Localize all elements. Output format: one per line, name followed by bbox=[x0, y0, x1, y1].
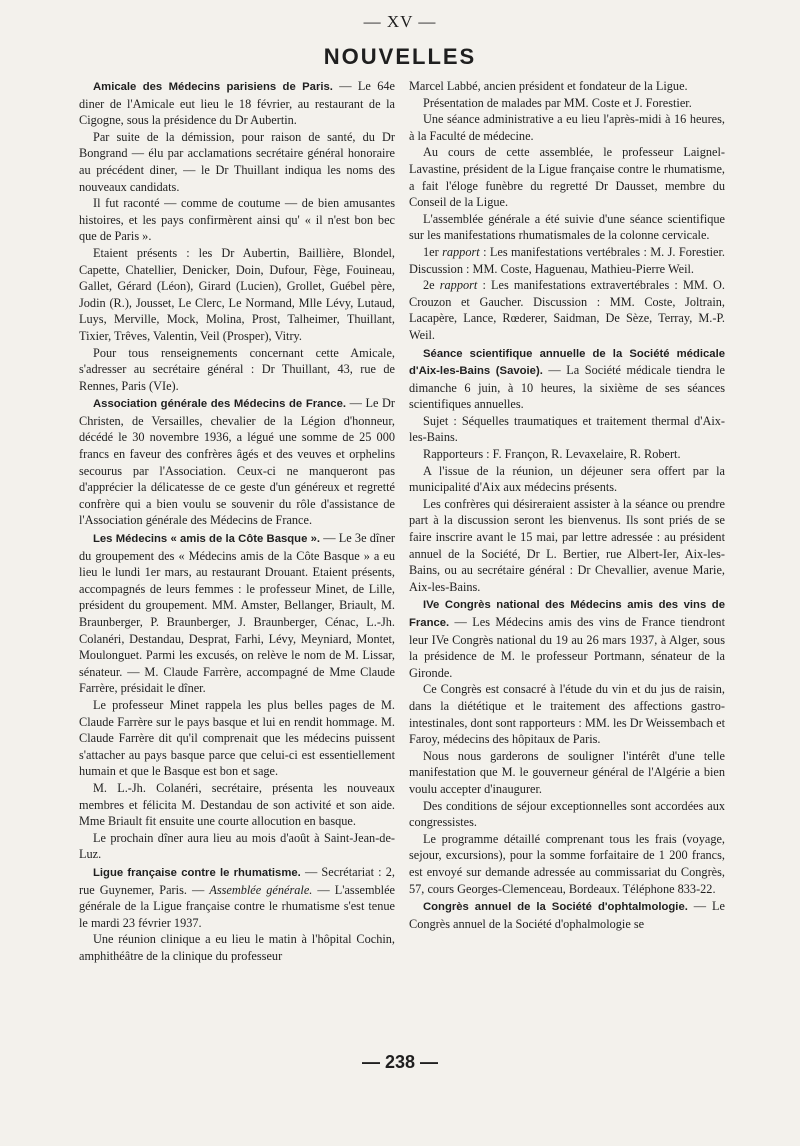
item-heading: IVe Congrès national des Médecins amis des vins de France. bbox=[409, 599, 725, 629]
paragraph: Une séance administrative a eu lieu l'après-midi à 16 heures, à la Faculté de médecine. bbox=[409, 112, 725, 143]
paragraph: Ce Congrès est consacré à l'étude du vin et du jus de raisin, dans la diététique et le traitement des affections gastro-intestinales, dont sont rapporteurs : MM. les Dr Weissembach et Faroy, médecins des hôpitaux de Paris. bbox=[409, 682, 725, 747]
paragraph: Sujet : Séquelles traumatiques et traitement thermal d'Aix-les-Bains. bbox=[409, 413, 725, 445]
left-column bbox=[79, 78, 395, 964]
paragraph: Les Médecins « amis de la Côte Basque ». — Le 3e dîner du groupement des « Médecins amis de la Côte Basque » a eu lieu le lundi 1er mars, au restaurant Drouant. Etaient présents, accompagnés de leurs femmes : le professeur Minet, de Lille, président du groupement. MM. Amster, Bellanger, Briault, M. Braunberger, P. Braunberger, J. Braunberger, Cénac, L.-Jh. Colanéri, Destandau, Desprat, Farhi, Lévy, Meyniard, Montet, Moulonguet. Parmi les excusés, on relève le nom de M. Lissar, sénateur. — M. Claude Farrère, accompagné de Mme Claude Farrère, présidait le dîner. bbox=[79, 531, 395, 696]
item-heading: Congrès annuel de la Société d'ophtalmologie. bbox=[423, 901, 688, 914]
paragraph: Congrès annuel de la Société d'ophtalmologie. — Le Congrès annuel de la Société d'ophalmologie se bbox=[409, 899, 725, 931]
page-number: — 238 — bbox=[361, 1052, 439, 1072]
paragraph: Rapporteurs : F. Françon, R. Levaxelaire, R. Robert. bbox=[423, 447, 681, 462]
item-heading: Les Médecins « amis de la Côte Basque ». bbox=[93, 533, 321, 546]
paragraph: Il fut raconté — comme de coutume — de bien amusantes histoires, et les pays confirmèrent ainsi qu' « il n'est bon bec que de Paris ». bbox=[79, 196, 395, 244]
item-heading: Association générale des Médecins de France. bbox=[93, 398, 347, 411]
item-heading: Amicale des Médecins parisiens de Paris. bbox=[93, 81, 333, 93]
paragraph: Marcel Labbé, ancien président et fondateur de la Ligue. bbox=[409, 79, 688, 93]
paragraph: Amicale des Médecins parisiens de Paris. — Le 64e diner de l'Amicale eut lieu le 18 février, au restaurant de la Cigogne, sous la présidence du Dr Aubertin. bbox=[79, 79, 395, 128]
paragraph: Le professeur Minet rappela les plus belles pages de M. Claude Farrère sur le pays basque et lui en rendit hommage. M. Claude Farrère dit qu'il comprenait que les médecins puissent s'attacher au pays basque parce que celui-ci est essentiellement humain et que le Basque est bon et sage. bbox=[79, 697, 395, 779]
paragraph: 1er rapport : Les manifestations vertébrales : M. J. Forestier. Discussion : MM. Coste, Haguenau, Mathieu-Pierre Weil. bbox=[409, 244, 725, 276]
paragraph: Des conditions de séjour exceptionnelles sont accordées aux congressistes. bbox=[409, 798, 725, 830]
paragraph: IVe Congrès national des Médecins amis des vins de France. — Les Médecins amis des vins de France tiendront leur IVe Congrès national du 19 au 26 mars 1937, à Alger, sous la présidence de M. le professeur Portmann, sénateur de la Gironde. bbox=[409, 599, 725, 680]
paragraph: A l'issue de la réunion, un déjeuner sera offert par la municipalité d'Aix aux médecins présents. bbox=[409, 463, 725, 495]
paragraph: Le prochain dîner aura lieu au mois d'août à Saint-Jean-de-Luz. bbox=[79, 830, 395, 862]
section-title: NOUVELLES bbox=[323, 44, 477, 69]
paragraph: Une réunion clinique a eu lieu le matin à l'hôpital Cochin, amphithéâtre de la clinique du professeur bbox=[79, 932, 395, 963]
paragraph: L'assemblée générale a été suivie d'une séance scientifique sur les manifestations rhumatismales de la colonne cervicale. bbox=[409, 211, 725, 243]
item-heading: Séance scientifique annuelle de la Société médicale d'Aix-les-Bains (Savoie). bbox=[409, 347, 725, 378]
paragraph: Les confrères qui désireraient assister à la séance ou prendre part à la discussion seront les bienvenus. Ils sont priés de se faire inscrire avant le 15 mai, par lettre adressée : au président annuel de la Société, Dr L. Bertier, rue Albert-Ier, Aix-les-Bains, ou au secrétaire général : Dr Chevallier, avenue Marie, Aix-les-Bains. bbox=[409, 496, 725, 594]
paragraph: Séance scientifique annuelle de la Société médicale d'Aix-les-Bains (Savoie). — La Société médicale tiendra le dimanche 6 juin, à 10 heures, la sixième de ses séances scientifiques annuelles. bbox=[409, 347, 725, 412]
paragraph: M. L.-Jh. Colanéri, secrétaire, présenta les nouveaux membres et félicita M. Destandau de son activité et son aide. Mme Briault fit ensuite une courte allocution en basque. bbox=[79, 780, 395, 829]
paragraph: Nous nous garderons de souligner l'intérêt d'une telle manifestation que M. le gouverneur général de l'Algérie a bien voulu accepter d'inaugurer. bbox=[409, 748, 725, 796]
paragraph: Présentation de malades par MM. Coste et J. Forestier. bbox=[423, 95, 692, 110]
roman-page-number: — XV — bbox=[363, 12, 437, 31]
paragraph: 2e rapport : Les manifestations extravertébrales : MM. O. Crouzon et Gaucher. Discussion : MM. Coste, Joltrain, Lacapère, Lance, Rœderer, Saidman, De Sèze, Terray, M.-P. Weil. bbox=[409, 278, 726, 342]
paragraph: Pour tous renseignements concernant cette Amicale, s'adresser au secrétaire général : Dr Thuillant, 43, rue de Rennes, Paris (VIe). bbox=[79, 345, 395, 393]
item-heading: Ligue française contre le rhumatisme. bbox=[93, 866, 301, 879]
paragraph: Ligue française contre le rhumatisme. — Secrétariat : 2, rue Guynemer, Paris. — Assemblée générale. — L'assemblée générale de la Ligue française contre le rhumatisme s'est tenue le mardi 23 février 1937. bbox=[79, 864, 395, 930]
right-column bbox=[409, 78, 725, 932]
paragraph: Le programme détaillé comprenant tous les frais (voyage, sejour, excursions), pour la somme forfaitaire de 1 200 francs, est envoyé sur demande adressée au commissariat du Congrès, 57, cours Georges-Clemenceau, Bordeaux. Téléphone 833-22. bbox=[409, 831, 725, 896]
paragraph: Association générale des Médecins de France. — Le Dr Christen, de Versailles, chevalier de la Légion d'honneur, décédé le 30 novembre 1936, a légué une somme de 25 000 francs en faveur des confrères âgés et des veuves et orphelins secourus par l'Association. Ceux-ci ne manqueront pas d'apprécier la délicatesse de ce geste d'un généreux et regretté confrère qui a bien voulu se souvenir du rôle d'assistance de l'Association générale des Médecins de France. bbox=[79, 396, 396, 528]
paragraph: Par suite de la démission, pour raison de santé, du Dr Bongrand — élu par acclamations secrétaire général honoraire au précédent diner, — le Dr Thuillant indiqua les noms des nouveaux candidats. bbox=[79, 129, 395, 194]
paragraph: Etaient présents : les Dr Aubertin, Baillière, Blondel, Capette, Chatellier, Denicker, Doin, Dufour, Fège, Fouineau, Gallet, Gérard (Léon), Girard (Lucien), Grollet, Guébel père, Jodin (R.), Jousset, Le Clerc, Le Normand, Mlle Lévy, Lutaud, Luys, Merville, Mock, Molina, Prost, Talheimer, Thuillant, Tixier, Trêves, Valentin, Veil (Prosper), Vitry. bbox=[79, 245, 395, 343]
paragraph: Au cours de cette assemblée, le professeur Laignel-Lavastine, président de la Ligue française contre le rhumatisme, a fait l'éloge funèbre du regretté Dr Dausset, membre du Conseil de la Ligue. bbox=[409, 145, 725, 210]
